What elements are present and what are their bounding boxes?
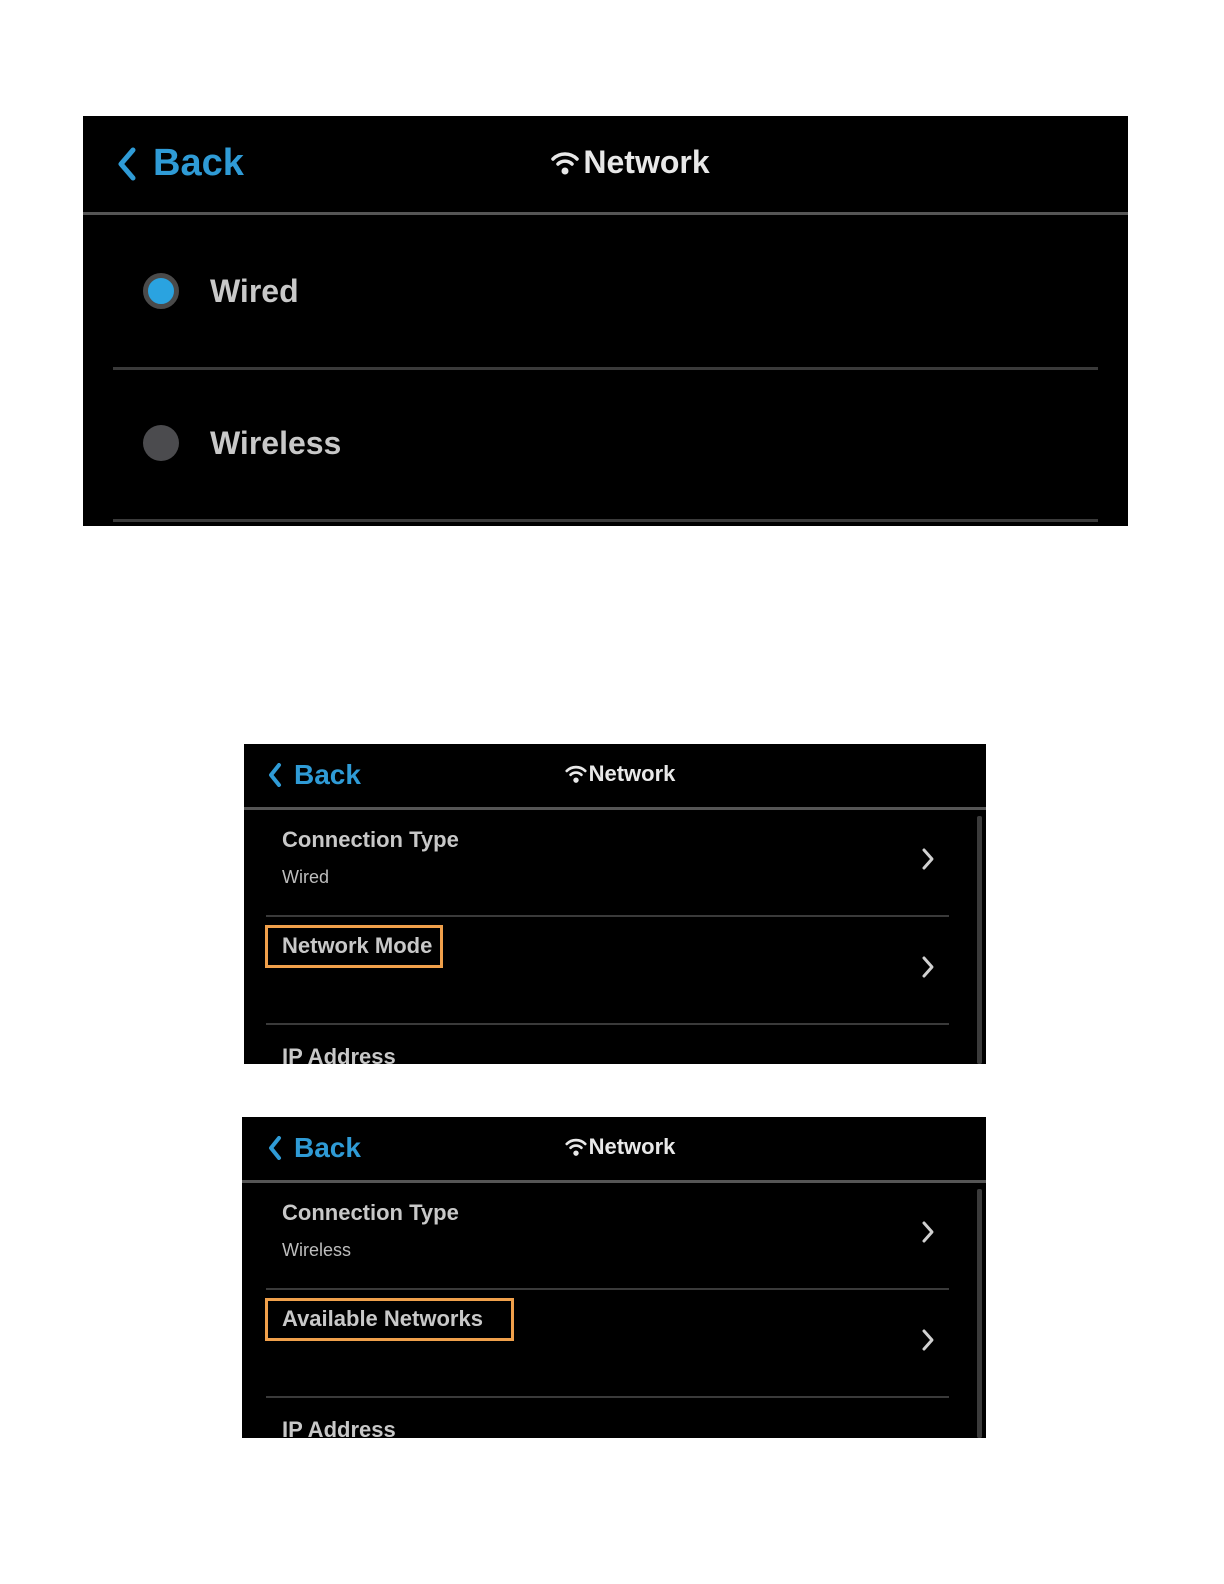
wifi-icon (551, 150, 579, 176)
scrollbar[interactable] (977, 1189, 982, 1438)
back-label: Back (294, 1132, 361, 1163)
chevron-right-icon (921, 955, 935, 979)
row-value: Wired (282, 867, 330, 887)
wifi-icon (565, 764, 587, 784)
radio-label: Wireless (210, 424, 342, 461)
chevron-right-icon (921, 1328, 935, 1352)
network-screen-wired (244, 744, 986, 1064)
network-screen-wireless (242, 1117, 986, 1438)
row-title: Connection Type (282, 1200, 459, 1225)
list-item-ip-address[interactable]: IP Address (282, 1044, 396, 1064)
header-bar (244, 744, 986, 810)
page-title (133, 144, 1128, 181)
list-item-connection-type[interactable] (266, 1182, 949, 1290)
chevron-right-icon (921, 847, 935, 871)
radio-option-wired[interactable] (113, 215, 1098, 370)
page-title (254, 761, 986, 787)
list-item-network-mode[interactable] (266, 917, 949, 1025)
radio-option-wireless[interactable] (113, 367, 1098, 522)
list-item-connection-type[interactable] (266, 809, 949, 917)
header-bar (242, 1117, 986, 1183)
network-screen-connection-type (83, 116, 1128, 526)
row-title-highlighted: Network Mode (265, 925, 443, 968)
page-title (254, 1134, 986, 1160)
back-label: Back (294, 759, 361, 790)
radio-unselected-icon[interactable] (143, 425, 179, 461)
radio-label: Wired (210, 272, 299, 309)
row-title-highlighted: Available Networks (265, 1298, 514, 1341)
page-title-text: Network (583, 144, 710, 180)
list-item-ip-address[interactable]: IP Address (282, 1417, 396, 1438)
page-title-text: Network (588, 1134, 676, 1159)
radio-selected-icon[interactable] (143, 273, 179, 309)
page-title-text: Network (588, 761, 676, 786)
row-title: Connection Type (282, 827, 459, 852)
back-label: Back (153, 142, 244, 184)
row-value: Wireless (282, 1240, 352, 1260)
list-item-available-networks[interactable] (266, 1290, 949, 1398)
wifi-icon (565, 1137, 587, 1157)
header-bar (83, 116, 1128, 215)
chevron-right-icon (921, 1220, 935, 1244)
scrollbar[interactable] (977, 816, 982, 1064)
